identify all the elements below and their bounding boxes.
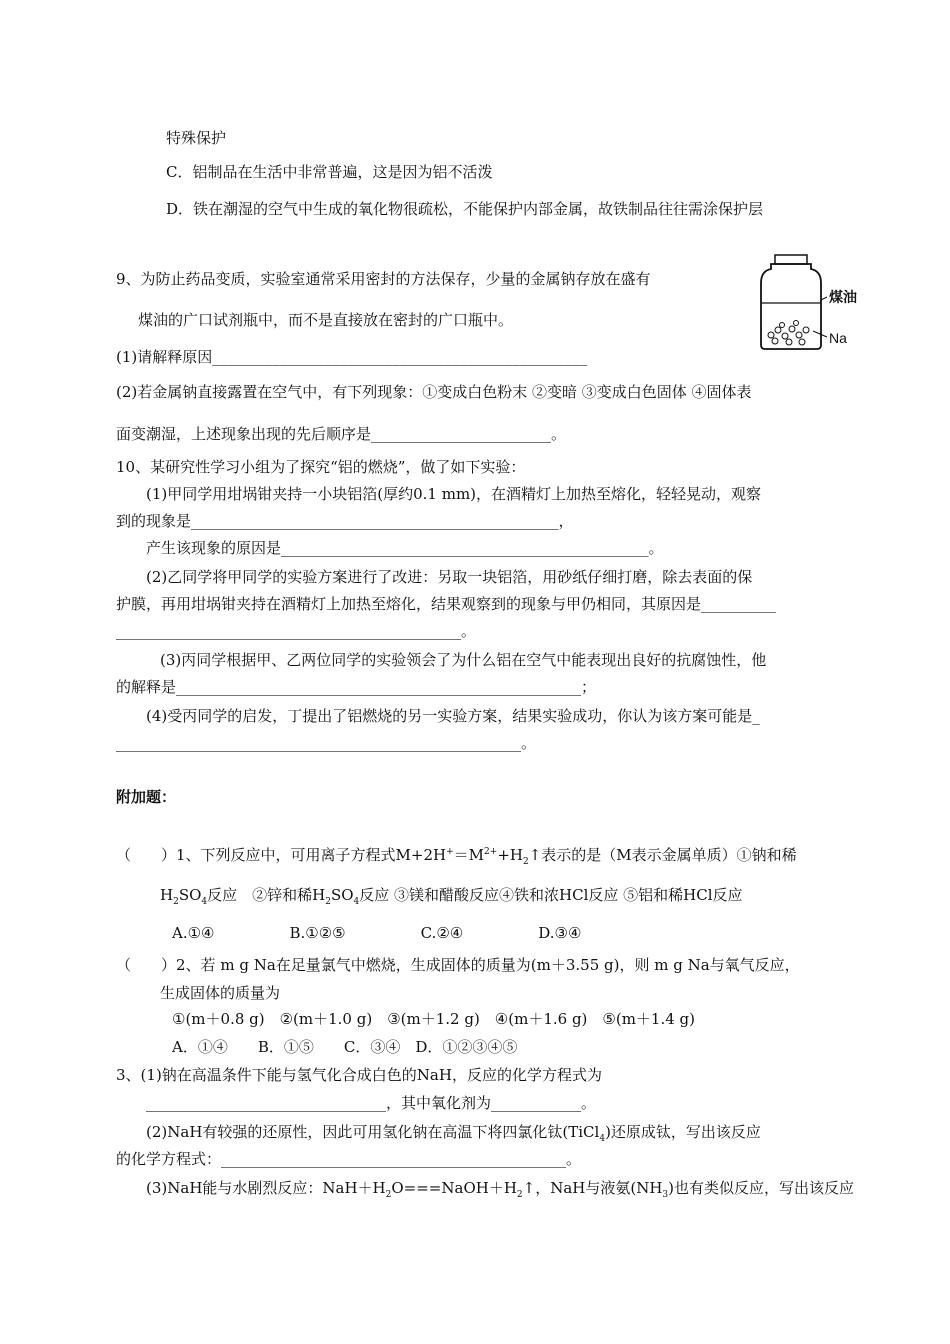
- q10-part4-line1: (4)受丙同学的启发，丁提出了铝燃烧的另一实验方案，结果实验成功，你认为该方案可能是_: [146, 707, 760, 725]
- q1-stem-c: +H: [497, 846, 523, 864]
- q1-l2-b: SO: [178, 886, 202, 904]
- q10-part3-line2: 的解释是______________________________________________________；: [116, 678, 597, 696]
- reagent-bottle-figure: [755, 253, 875, 357]
- extra-q3-part2-line2: 的化学方程式：______________________________________________。: [116, 1150, 582, 1168]
- q3-p3-a: (3)NaH能与水剧烈反应：NaH＋H: [146, 1179, 386, 1197]
- q3-p3-sub-2a: 2: [385, 1190, 392, 1200]
- answer-blank[interactable]: （ ）: [116, 956, 177, 974]
- extra-q2-line2: 生成固体的质量为: [160, 984, 281, 1002]
- q1-l2-sub-4: 4: [201, 897, 208, 907]
- q10-part1-line1: (1)甲同学用坩埚钳夹持一小块铝箔(厚约0.1 mm)，在酒精灯上加热至熔化，轻轻晃动，观察: [146, 485, 762, 503]
- extra-q3-part3-line1: [146, 1177, 854, 1199]
- q10-part2-line3: ______________________________________________。: [116, 622, 477, 640]
- q9-part1: (1)请解释原因__________________________________________________: [116, 348, 588, 366]
- q3-p2-a: (2)NaH有较强的还原性，因此可用氢化钠在高温下将四氯化钛(TiCl: [146, 1123, 600, 1141]
- q1-stem-b: ＝M: [453, 846, 485, 864]
- q10-part4-line2: ______________________________________________________。: [116, 734, 537, 752]
- q10-part3-line1: (3)丙同学根据甲、乙两位同学的实验领会了为什么铝在空气中能表现出良好的抗腐蚀性，他: [160, 651, 767, 669]
- q3-p3-d: )也有类似反应，写出该反应: [668, 1179, 855, 1197]
- extra-q3-part1-line2: ________________________________，其中氧化剂为____________。: [146, 1094, 597, 1112]
- q3-p3-c: ↑，NaH与液氨(NH: [522, 1179, 663, 1197]
- q1-l2-sub-4b: 4: [353, 897, 360, 907]
- extra-q1-line2: [160, 884, 743, 906]
- option-c: C．铝制品在生活中非常普遍，这是因为铝不活泼: [166, 163, 493, 181]
- extra-q3-part1-line1: 3、(1)钠在高温条件下能与氢气化合成白色的NaH，反应的化学方程式为: [116, 1066, 602, 1084]
- q1-l2-a: H: [160, 886, 174, 904]
- extra-q1-options: A.①④ B.①②⑤ C.②④ D.③④: [172, 924, 582, 942]
- q9-line1: 9、为防止药品变质，实验室通常采用密封的方法保存，少量的金属钠存放在盛有: [116, 270, 651, 288]
- q1-sup-plus: +: [446, 847, 454, 857]
- q1-l2-c: 反应 ②锌和稀H: [207, 886, 326, 904]
- q1-sup-2plus: 2+: [484, 847, 498, 857]
- q3-p3-sub-2b: 2: [516, 1190, 523, 1200]
- q3-p3-sub-3: 3: [662, 1190, 669, 1200]
- q9-line2: 煤油的广口试剂瓶中，而不是直接放在密封的广口瓶中。: [138, 311, 514, 329]
- bottle-drawing: [755, 253, 875, 353]
- q1-l2-sub-2b: 2: [325, 897, 331, 907]
- q1-stem-a: 1、下列反应中，可用离子方程式M+2H: [176, 846, 447, 864]
- extra-q2-options: A．①④ B．①⑤ C．③④ D．①②③④⑤: [172, 1038, 518, 1056]
- q1-stem-d: ↑表示的是（M表示金属单质）①钠和稀: [528, 846, 797, 864]
- extra-q1-line1: [116, 844, 797, 866]
- q9-part2-line1: (2)若金属钠直接露置在空气中，有下列现象：①变成白色粉末 ②变暗 ③变成白色固体 ④固体表: [116, 383, 752, 401]
- option-d: D．铁在潮湿的空气中生成的氧化物很疏松，不能保护内部金属，故铁制品往往需涂保护层: [166, 200, 764, 218]
- figure-label-kerosene: 煤油: [829, 290, 857, 306]
- extra-heading: 附加题：: [116, 788, 177, 806]
- q10-part1-line3: 产生该现象的原因是_________________________________________________。: [146, 539, 664, 557]
- q10-part2-line2: 护膜，再用坩埚钳夹持在酒精灯上加热至熔化，结果观察到的现象与甲仍相同，其原因是__________: [116, 595, 777, 613]
- q1-l2-e: 反应 ③镁和醋酸反应④铁和浓HCl反应 ⑤铝和稀HCl反应: [359, 886, 743, 904]
- q1-l2-d: SO: [330, 886, 354, 904]
- q3-p2-b: )还原成钛，写出该反应: [605, 1123, 761, 1141]
- q10-part2-line1: (2)乙同学将甲同学的实验方案进行了改进：另取一块铝箔，用砂纸仔细打磨，除去表面的保: [146, 568, 753, 586]
- q3-p2-sub-4: 4: [599, 1134, 606, 1144]
- answer-blank[interactable]: （ ）: [116, 846, 177, 864]
- q2-stem: 2、若 m g Na在足量氯气中燃烧，生成固体的质量为(m＋3.55 g)，则 m g Na与氧气反应，: [176, 956, 800, 974]
- q10-intro: 10、某研究性学习小组为了探究“铝的燃烧”，做了如下实验：: [116, 458, 526, 476]
- q9-part2-line2: 面变潮湿，上述现象出现的先后顺序是________________________。: [116, 425, 567, 443]
- extra-q3-part2-line1: [146, 1121, 761, 1143]
- extra-q2-line1: [116, 954, 800, 976]
- option-b-continuation: 特殊保护: [166, 129, 227, 147]
- q10-part1-line2: 到的现象是_________________________________________________，: [116, 512, 574, 530]
- extra-q2-choices: ①(m＋0.8 g) ②(m＋1.0 g) ③(m＋1.2 g) ④(m＋1.6 g) ⑤(m＋1.4 g): [172, 1010, 696, 1028]
- figure-label-sodium: Na: [829, 330, 847, 346]
- q1-l2-sub-2: 2: [173, 897, 179, 907]
- q1-sub-2: 2: [522, 857, 529, 867]
- q3-p3-b: O===NaOH＋H: [391, 1179, 517, 1197]
